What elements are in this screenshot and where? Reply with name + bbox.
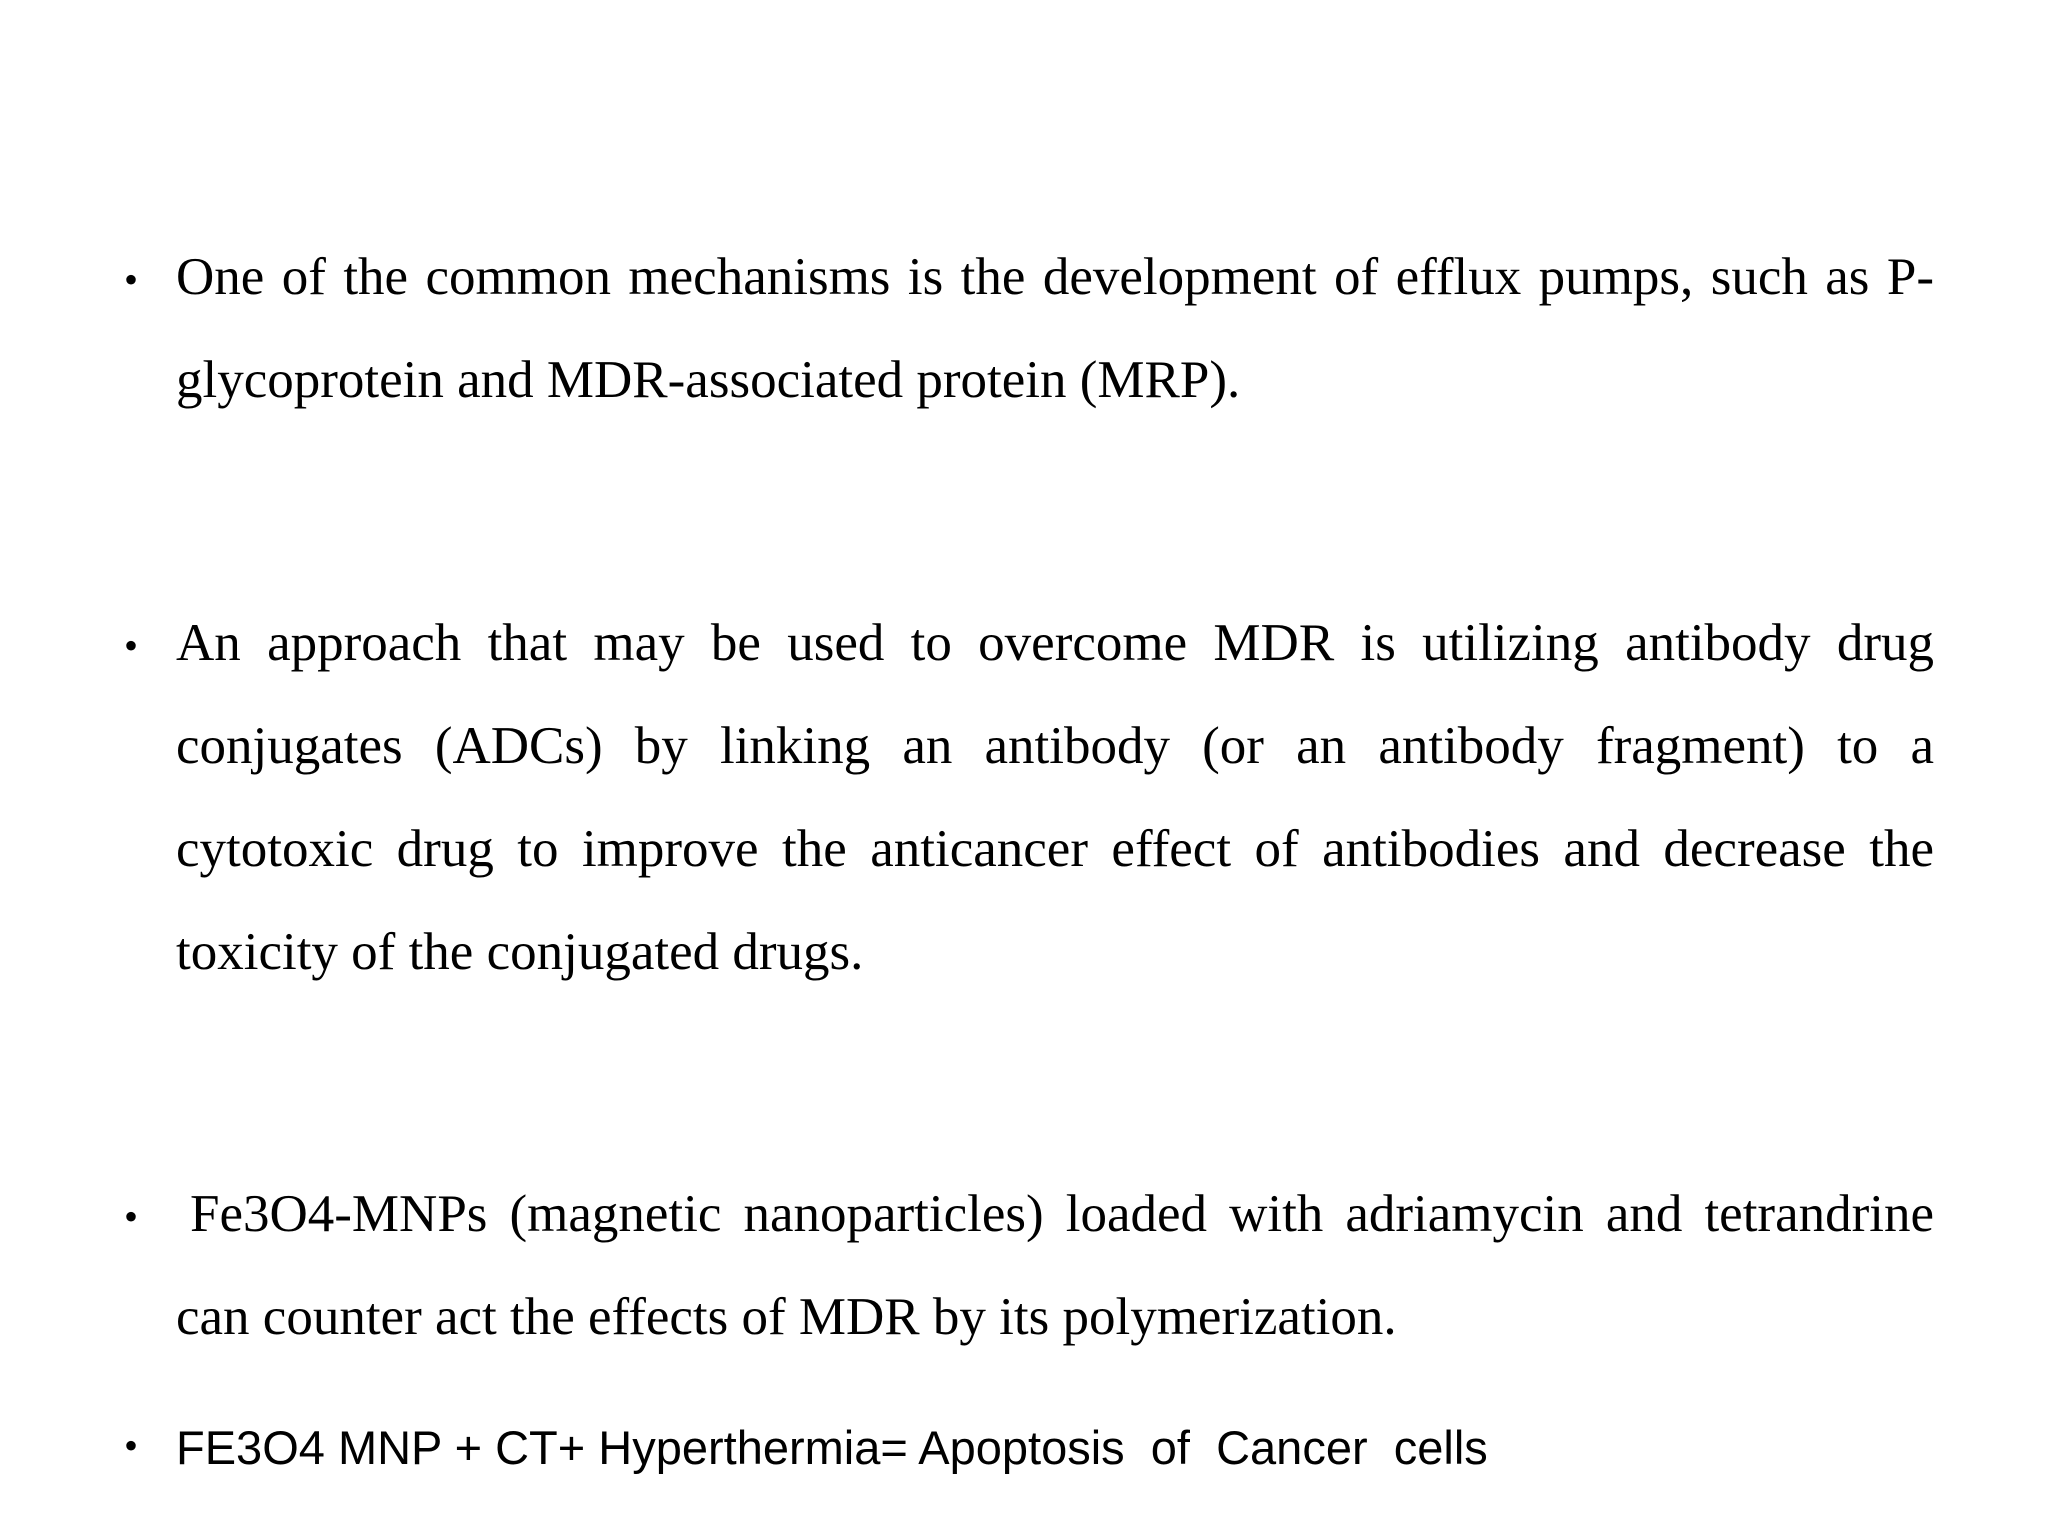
bullet-icon: • (124, 1194, 139, 1239)
bullet-icon: • (124, 623, 139, 668)
bullet-text: An approach that may be used to overcome MDR is utilizing antibody drug conjugates (ADCs) by linking an antibody (or an antibody fragment) to a cytotoxic drug to improve the anticancer effect of antibodies and decrease the toxicity of the conjugated drugs. (176, 614, 1934, 981)
bullet-text: Fe3O4-MNPs (magnetic nanoparticles) loaded with adriamycin and tetrandrine can counter act the effects of MDR by its polymerization. (176, 1185, 1934, 1346)
bullet-icon: • (124, 1423, 139, 1468)
bullet-text: FE3O4 MNP + CT+ Hyperthermia= Apoptosis of Cancer cells (176, 1421, 1488, 1474)
bullet-icon: • (124, 257, 139, 302)
bullet-text: One of the common mechanisms is the development of efflux pumps, such as P-glycoprotein and MDR-associated protein (MRP). (176, 248, 1934, 409)
